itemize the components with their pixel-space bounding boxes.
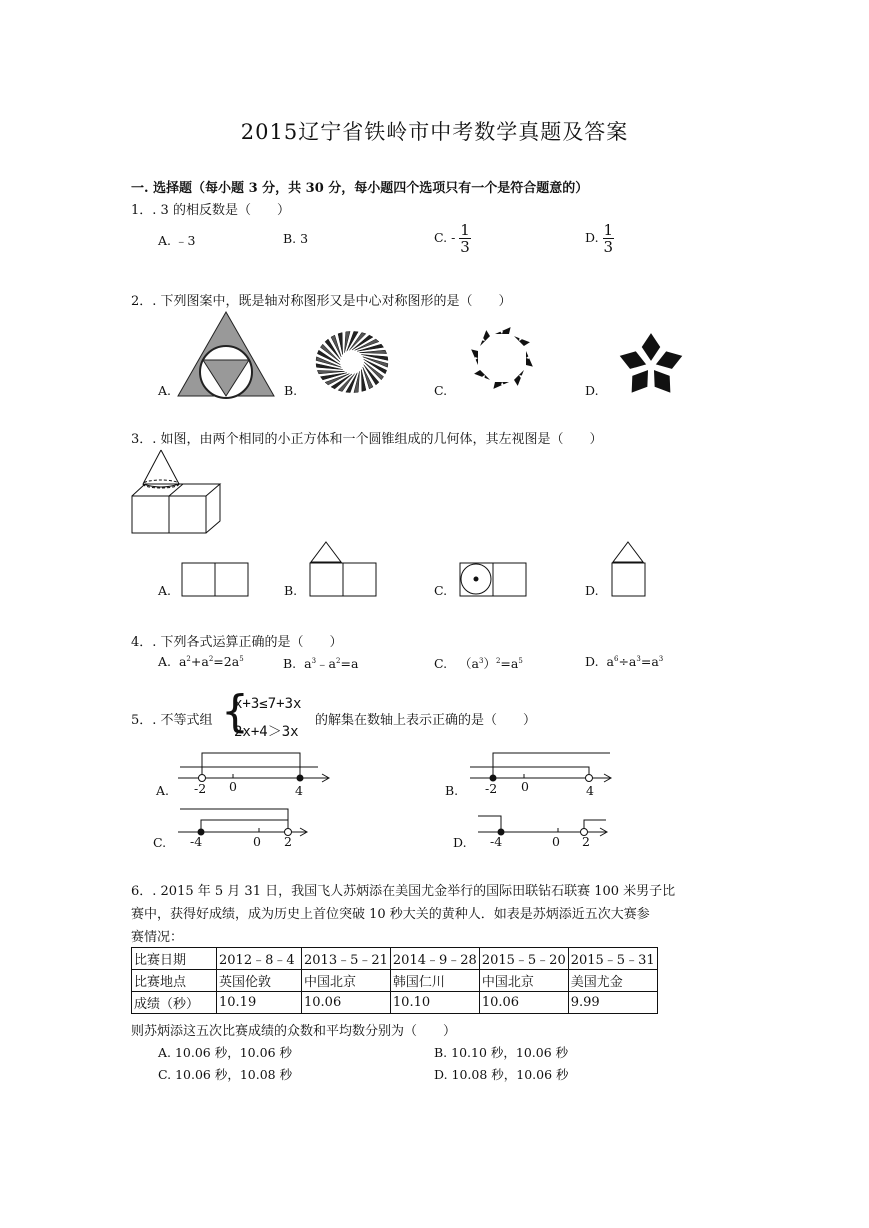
q6-option-d[interactable]: D. 10.08 秒，10.06 秒 xyxy=(434,1067,569,1082)
q4-option-b[interactable]: B. $a^3﹣a^2=a$ xyxy=(283,656,359,671)
table-cell: 10.06 xyxy=(302,992,391,1014)
q4-option-a[interactable]: A. $a^2+a^2=2a^5$ xyxy=(158,654,244,669)
q1-option-d[interactable] xyxy=(585,222,614,255)
q5-label-b[interactable]: B. xyxy=(445,783,459,798)
q5-label-a[interactable]: A. xyxy=(156,783,170,798)
table-cell: 2012﹣8﹣4 xyxy=(217,948,302,970)
q1-option-d-fraction: $\frac{1}{3}$ xyxy=(603,221,614,256)
table-cell: 中国北京 xyxy=(479,970,568,992)
q3-solid-figure xyxy=(131,448,227,538)
q2-figure-d-pentagon-rhombi xyxy=(612,328,690,398)
q1-option-c-label: C. - xyxy=(434,230,456,245)
page-title: 2015辽宁省铁岭市中考数学真题及答案 xyxy=(240,120,629,144)
q4-option-c[interactable]: C. $(a^3)^2=a^5$ xyxy=(434,656,523,671)
q5-label-c[interactable]: C. xyxy=(153,835,167,850)
table-cell: 美国尤金 xyxy=(568,970,657,992)
q5-d-tick-3: 2 xyxy=(582,834,590,849)
table-row xyxy=(132,992,658,1014)
q2-label-c[interactable]: C. xyxy=(434,383,448,398)
q1-option-c-fraction: $\frac{1}{3}$ xyxy=(460,221,470,256)
q2-label-d[interactable]: D. xyxy=(585,383,599,398)
q5-c-tick-2: 0 xyxy=(253,834,261,849)
q2-figure-c-star-ring xyxy=(460,322,544,394)
q5-inequality-1: x+3≤7+3x xyxy=(234,696,302,712)
q2-label-b[interactable]: B. xyxy=(284,383,298,398)
q5-b-tick-3: 4 xyxy=(586,783,594,798)
table-cell: 中国北京 xyxy=(302,970,391,992)
q5-d-tick-1: -4 xyxy=(490,834,503,849)
table-cell: 10.06 xyxy=(479,992,568,1014)
q3-label-c[interactable]: C. xyxy=(434,583,448,598)
q6-option-a[interactable]: A. 10.06 秒，10.06 秒 xyxy=(158,1045,292,1060)
table-cell: 比赛地点 xyxy=(132,970,217,992)
q6-stem-line-1: 6．. 2015 年 5 月 31 日，我国飞人苏炳添在美国尤金举行的国际田联钻石联赛 100 米男子比 xyxy=(131,884,676,899)
q5-b-tick-2: 0 xyxy=(521,779,529,794)
q6-option-b[interactable]: B. 10.10 秒，10.06 秒 xyxy=(434,1045,569,1060)
table-cell: 9.99 xyxy=(568,992,657,1014)
q3-view-c xyxy=(459,562,529,598)
q5-a-tick-3: 4 xyxy=(295,783,303,798)
table-cell: 2015﹣5﹣20 xyxy=(479,948,568,970)
q1-option-b[interactable]: B. 3 xyxy=(283,231,309,246)
q3-stem: 3．. 如图，由两个相同的小正方体和一个圆锥组成的几何体，其左视图是（ ） xyxy=(131,432,603,447)
q1-option-d-label: D. xyxy=(585,230,599,245)
q3-view-a xyxy=(181,562,251,598)
table-cell: 10.10 xyxy=(390,992,479,1014)
table-cell: 韩国仁川 xyxy=(390,970,479,992)
q5-inequality-2: 2x+4＞3x xyxy=(234,724,299,740)
table-cell: 成绩（秒） xyxy=(132,992,217,1014)
table-row xyxy=(132,948,658,970)
q2-figure-a-triangle-circle xyxy=(176,310,296,400)
q5-b-tick-1: -2 xyxy=(485,781,498,796)
q5-stem-suffix: 的解集在数轴上表示正确的是（ ） xyxy=(315,713,537,728)
q2-figure-b-swirl xyxy=(312,324,392,400)
q5-c-tick-3: 2 xyxy=(284,834,292,849)
table-cell: 比赛日期 xyxy=(132,948,217,970)
q1-option-a[interactable]: A. ﹣3 xyxy=(158,233,196,248)
q2-stem: 2．. 下列图案中，既是轴对称图形又是中心对称图形的是（ ） xyxy=(131,294,512,309)
table-row xyxy=(132,970,658,992)
q6-question: 则苏炳添这五次比赛成绩的众数和平均数分别为（ ） xyxy=(131,1024,457,1039)
table-cell: 10.19 xyxy=(217,992,302,1014)
q6-stem-line-2: 赛中，获得好成绩，成为历史上首位突破 10 秒大关的黄种人．如表是苏炳添近五次大赛参 xyxy=(131,907,650,922)
table-cell: 2013﹣5﹣21 xyxy=(302,948,391,970)
q3-view-d xyxy=(611,540,651,598)
q5-a-tick-2: 0 xyxy=(229,779,237,794)
section-heading: 一. 选择题（每小题 3 分，共 30 分，每小题四个选项只有一个是符合题意的） xyxy=(131,181,589,196)
q3-view-b xyxy=(309,540,379,598)
q4-stem: 4．. 下列各式运算正确的是（ ） xyxy=(131,635,343,650)
q1-stem: 1．. 3 的相反数是（ ） xyxy=(131,203,290,218)
q5-d-tick-2: 0 xyxy=(552,834,560,849)
table-cell: 英国伦敦 xyxy=(217,970,302,992)
q4-option-d[interactable]: D. $a^6\div a^3=a^3$ xyxy=(585,654,664,669)
q1-option-c[interactable] xyxy=(434,222,471,255)
table-cell: 2015﹣5﹣31 xyxy=(568,948,657,970)
q6-results-table xyxy=(131,947,658,1014)
q3-label-b[interactable]: B. xyxy=(284,583,298,598)
q5-label-d[interactable]: D. xyxy=(453,835,467,850)
q5-c-tick-1: -4 xyxy=(190,834,203,849)
q3-label-d[interactable]: D. xyxy=(585,583,599,598)
q5-a-tick-1: -2 xyxy=(194,781,207,796)
q2-label-a[interactable]: A. xyxy=(158,383,172,398)
table-cell: 2014﹣9﹣28 xyxy=(390,948,479,970)
q3-label-a[interactable]: A. xyxy=(158,583,172,598)
q6-stem-line-3: 赛情况： xyxy=(131,930,184,945)
q5-brace: { xyxy=(221,686,249,737)
q5-stem-prefix: 5．. 不等式组 xyxy=(131,713,213,728)
q6-option-c[interactable]: C. 10.06 秒，10.08 秒 xyxy=(158,1067,293,1082)
